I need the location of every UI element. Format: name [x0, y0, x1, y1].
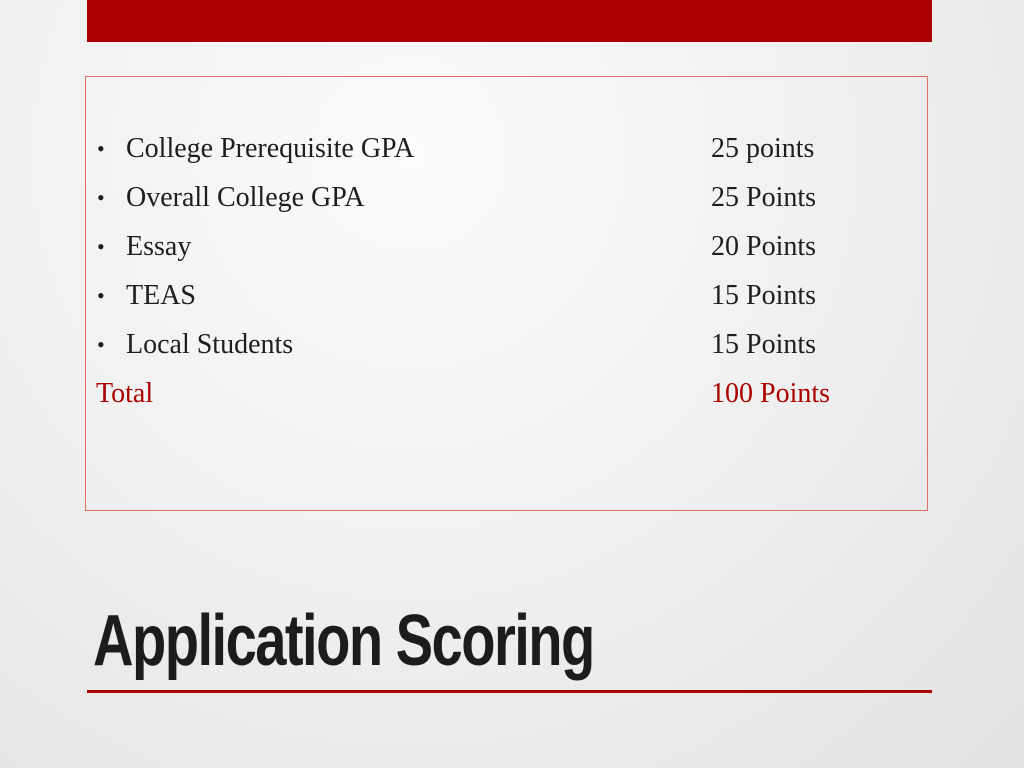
item-value: 15 Points	[711, 329, 817, 360]
title-underline	[87, 690, 932, 693]
item-value: 15 Points	[711, 280, 817, 311]
bullet: •	[97, 332, 105, 357]
top-accent-bar	[87, 0, 932, 42]
total-value: 100 Points	[711, 378, 831, 409]
bullet: •	[97, 234, 105, 259]
item-value: 20 Points	[711, 231, 817, 262]
list-item	[86, 273, 929, 319]
content-box	[85, 76, 928, 511]
item-label: TEAS	[126, 280, 196, 311]
item-label: Local Students	[126, 329, 294, 360]
item-value: 25 points	[711, 133, 815, 164]
list-item	[86, 224, 929, 270]
total-row	[86, 371, 929, 417]
item-value: 25 Points	[711, 182, 817, 213]
bullet: •	[97, 283, 105, 308]
bullet: •	[97, 136, 105, 161]
bullet: •	[97, 185, 105, 210]
list-item	[86, 322, 929, 368]
item-label: Overall College GPA	[126, 182, 365, 213]
total-label: Total	[96, 378, 154, 409]
slide-title: Application Scoring	[93, 601, 594, 681]
item-label: Essay	[126, 231, 192, 262]
list-item	[86, 126, 929, 172]
list-item	[86, 175, 929, 221]
item-label: College Prerequisite GPA	[126, 133, 415, 164]
